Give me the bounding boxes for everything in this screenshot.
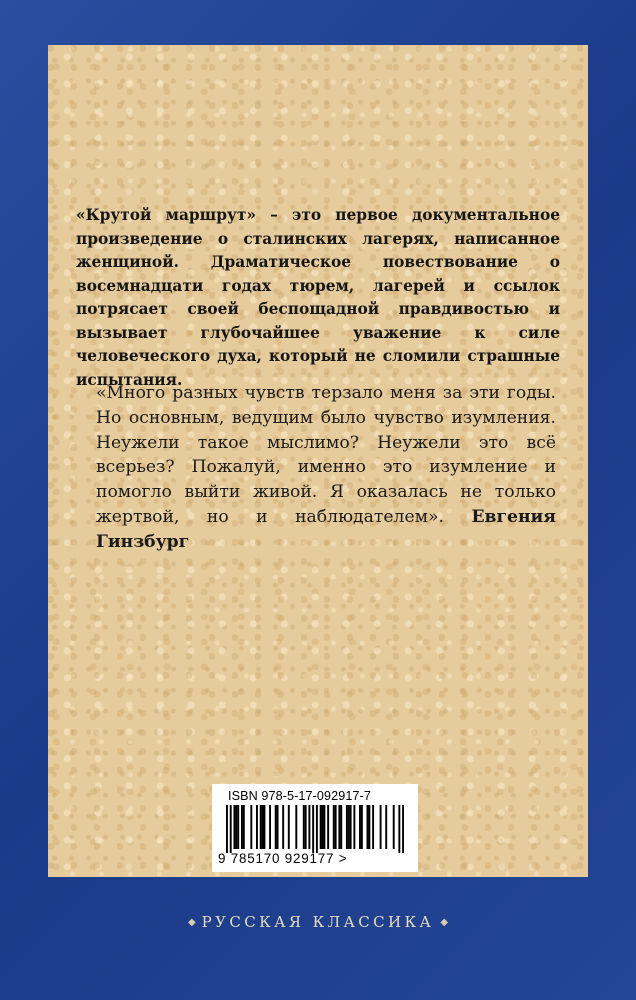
- quote-author: Евгения Гинзбург: [96, 506, 556, 552]
- barcode-bar: [260, 805, 262, 849]
- barcode-bar: [327, 805, 329, 849]
- barcode-bar: [316, 805, 318, 853]
- barcode-bar: [368, 805, 370, 849]
- barcode-bar: [350, 805, 352, 849]
- barcode-bar: [367, 805, 369, 849]
- series-line: [0, 913, 636, 931]
- barcode-bar: [295, 805, 297, 849]
- barcode-bar: [226, 805, 228, 853]
- barcode-bar: [237, 805, 239, 849]
- barcode-bar: [263, 805, 265, 849]
- barcode-bar: [372, 805, 374, 849]
- barcode-digits: 9 785170 929177 >: [218, 851, 348, 866]
- barcode-bar: [275, 805, 277, 849]
- barcode-bar: [241, 805, 243, 849]
- barcode-bar: [393, 805, 395, 849]
- barcode-bar: [359, 805, 361, 849]
- series-title: РУССКАЯ КЛАССИКА: [201, 913, 435, 931]
- barcode-bar: [361, 805, 363, 849]
- barcode-bar: [308, 805, 310, 849]
- barcode-bar: [256, 805, 258, 849]
- barcode-bar: [322, 805, 324, 849]
- barcode-bar: [320, 805, 322, 849]
- barcode-bar: [243, 805, 245, 849]
- barcode-bar: [333, 805, 335, 849]
- author-quote: [96, 381, 556, 555]
- isbn-label: ISBN 978-5-17-092917-7: [228, 789, 371, 803]
- barcode-bar: [262, 805, 264, 849]
- barcode-bar: [385, 805, 387, 849]
- barcode-bar: [353, 805, 355, 849]
- barcode-bar: [346, 805, 348, 849]
- barcode-bar: [402, 805, 404, 853]
- barcode-bar: [380, 805, 382, 849]
- barcode: [226, 805, 404, 853]
- barcode-bar: [398, 805, 400, 853]
- isbn-barcode-block: [212, 784, 418, 872]
- barcode-bar: [269, 805, 271, 849]
- barcode-bar: [288, 805, 290, 849]
- diamond-right-icon: ◆: [440, 917, 449, 928]
- barcode-bar: [340, 805, 342, 849]
- barcode-bar: [348, 805, 350, 849]
- barcode-bar: [282, 805, 284, 849]
- barcode-bar: [312, 805, 314, 853]
- barcode-bar: [338, 805, 340, 849]
- barcode-bar: [303, 805, 305, 849]
- diamond-left-icon: ◆: [187, 917, 196, 928]
- barcode-bar: [233, 805, 235, 849]
- barcode-bar: [323, 805, 325, 849]
- barcode-bar: [235, 805, 237, 849]
- barcode-bar: [305, 805, 307, 849]
- quote-text: «Много разных чувств терзало меня за эти годы. Но основным, ведущим было чувство изумления. Неужели такое мыслимо? Неужели это всё всерьез? Пожалуй, именно это изумление и помогло выйти живой. Я оказалась не только жертвой, но и наблюдателем».: [96, 383, 556, 527]
- barcode-bar: [335, 805, 337, 849]
- description-paragraph: «Крутой маршрут» – это первое документальное произведение о сталинских лагерях, написанное женщиной. Драматическое повествование о восемнадцати годах тюрем, лагерей и ссылок потрясает своей беспощадной правдивостью и вызывает глубочайшее уважение к силе человеческого духа, который не сломили страшные испытания.: [76, 206, 560, 389]
- barcode-bar: [230, 805, 232, 853]
- barcode-bar: [250, 805, 252, 849]
- barcode-bar: [277, 805, 279, 849]
